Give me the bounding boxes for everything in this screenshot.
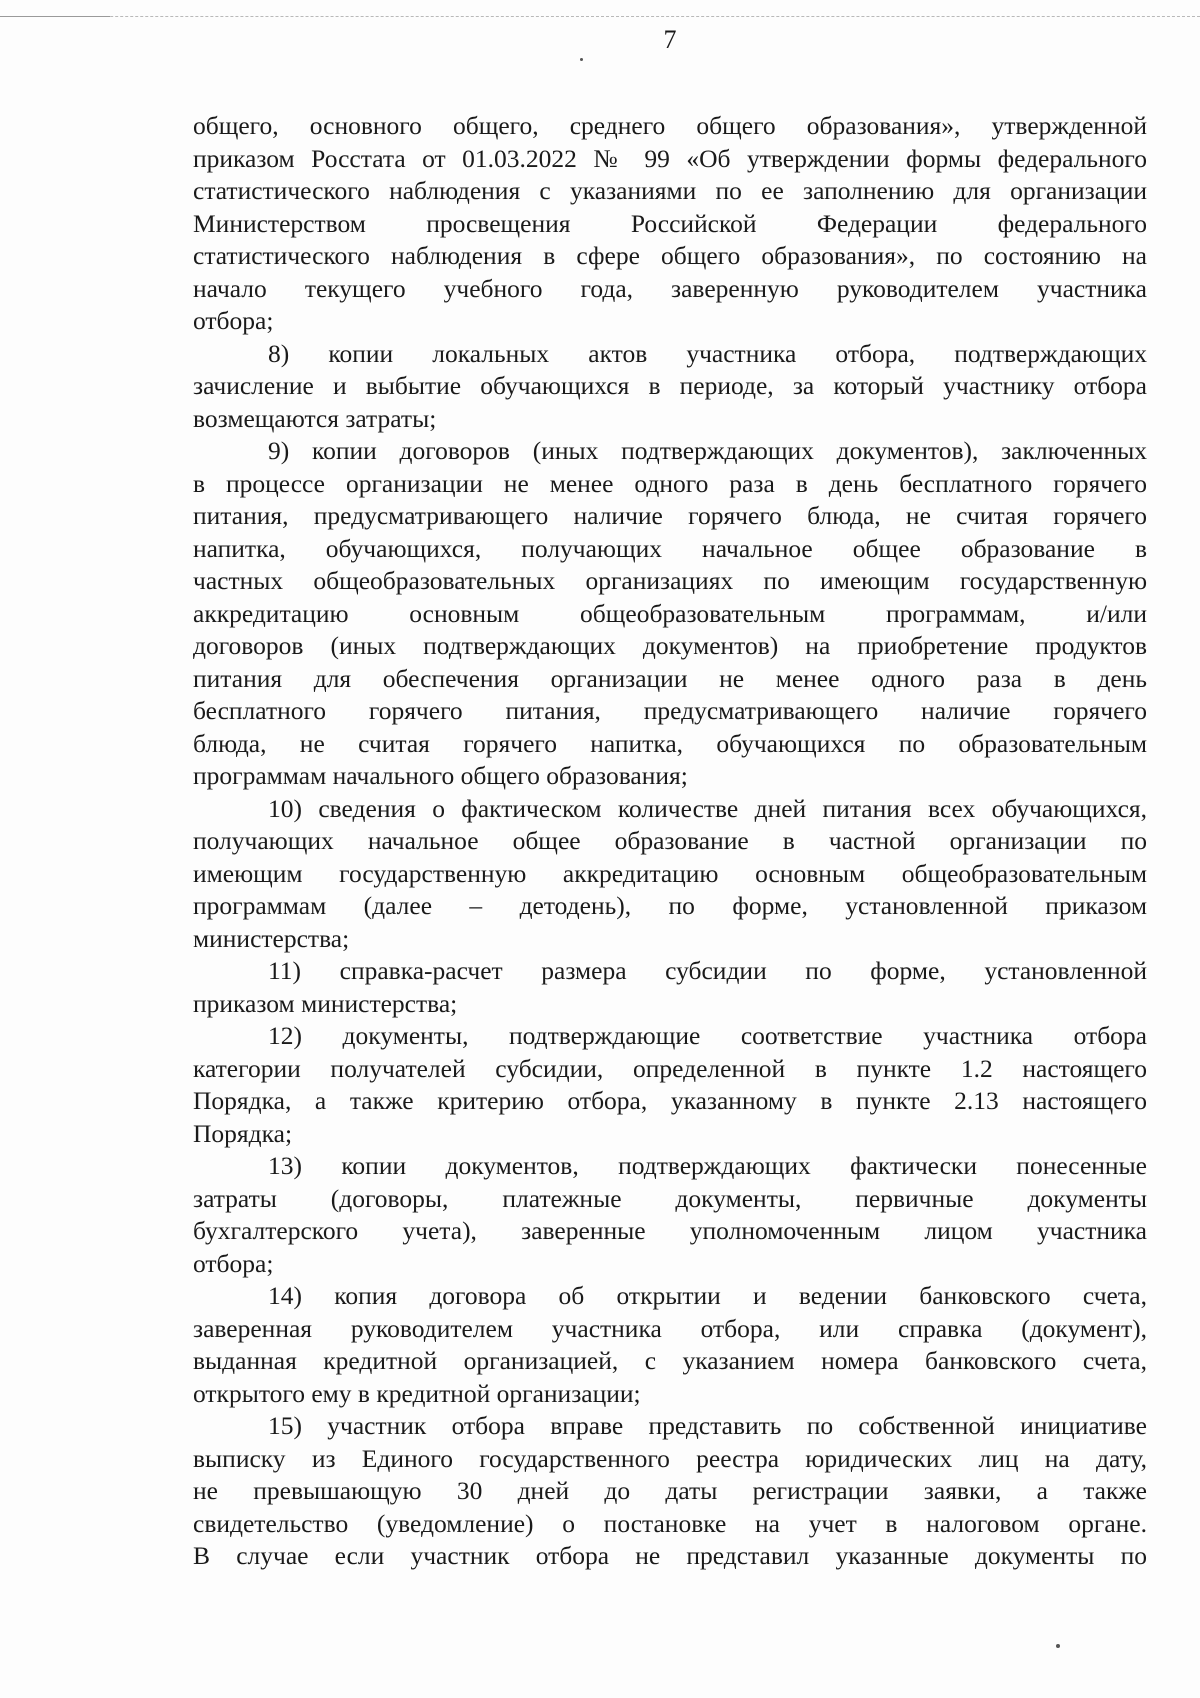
scan-edge-left-mark xyxy=(0,16,110,17)
text-line: отбора; xyxy=(193,306,274,335)
paragraph xyxy=(193,1410,1147,1573)
text-line: 10) сведения о фактическом количестве дней питания всех обучающихся, xyxy=(268,793,1147,823)
text-line: программам начального общего образования; xyxy=(193,761,688,790)
text-line: 11) справка-расчет размера субсидии по форме, установленной xyxy=(268,956,1147,985)
text-line: зачисление и выбытие обучающихся в периоде, за который участнику отбора xyxy=(193,371,1147,400)
text-line: Порядка; xyxy=(193,1118,293,1148)
text-line: приказом министерства; xyxy=(193,988,458,1018)
text-line: затраты (договоры, платежные документы, первичные документы xyxy=(193,1183,1147,1213)
text-line: статистического наблюдения в сфере общего образования», по состоянию на xyxy=(193,241,1147,270)
text-line: 8) копии локальных актов участника отбора, подтверждающих xyxy=(268,338,1147,368)
text-line: заверенная руководителем участника отбора, или справка (документ), xyxy=(193,1313,1147,1343)
text-line: напитка, обучающихся, получающих начальное общее образование в xyxy=(193,533,1147,563)
text-line: возмещаются затраты; xyxy=(193,403,437,433)
page-number: 7 xyxy=(663,25,677,54)
text-line: Министерством просвещения Российской Федерации федерального xyxy=(193,208,1147,238)
text-line: 15) участник отбора вправе представить по собственной инициативе xyxy=(268,1411,1147,1440)
text-line: выданная кредитной организацией, с указанием номера банковского счета, xyxy=(193,1346,1147,1375)
text-line: имеющим государственную аккредитацию основным общеобразовательным xyxy=(193,858,1147,888)
text-line: общего, основного общего, среднего общего образования», утвержденной xyxy=(193,111,1147,140)
text-line: договоров (иных подтверждающих документов) на приобретение продуктов xyxy=(193,631,1147,660)
text-line: 13) копии документов, подтверждающих фактически понесенные xyxy=(268,1151,1147,1180)
scan-speck xyxy=(580,58,583,61)
paragraph xyxy=(193,435,1147,793)
text-line: в процессе организации не менее одного раза в день бесплатного горячего xyxy=(193,468,1147,498)
text-line: открытого ему в кредитной организации; xyxy=(193,1378,641,1408)
text-line: 9) копии договоров (иных подтверждающих документов), заключенных xyxy=(268,436,1147,465)
text-line: питания для обеспечения организации не менее одного раза в день xyxy=(193,663,1147,693)
text-line: частных общеобразовательных организациях по имеющим государственную xyxy=(193,566,1147,595)
text-line: программам (далее – детодень), по форме, установленной приказом xyxy=(193,891,1147,920)
scan-edge-top xyxy=(0,16,1200,17)
paragraph xyxy=(193,110,1147,338)
paragraph xyxy=(193,1150,1147,1280)
text-line: отбора; xyxy=(193,1248,274,1278)
text-line: В случае если участник отбора не представил указанные документы по xyxy=(193,1541,1147,1570)
text-line: аккредитацию основным общеобразовательным программам, и/или xyxy=(193,598,1147,628)
paragraph xyxy=(193,1020,1147,1150)
paragraph xyxy=(193,955,1147,1020)
text-line: министерства; xyxy=(193,923,350,953)
text-line: свидетельство (уведомление) о постановке на учет в налоговом органе. xyxy=(193,1508,1147,1538)
paragraph xyxy=(193,793,1147,956)
text-line: категории получателей субсидии, определенной в пункте 1.2 настоящего xyxy=(193,1053,1147,1083)
text-line: питания, предусматривающего наличие горячего блюда, не считая горячего xyxy=(193,501,1147,530)
text-line: выписку из Единого государственного реестра юридических лиц на дату, xyxy=(193,1443,1147,1473)
text-line: 12) документы, подтверждающие соответствие участника отбора xyxy=(268,1021,1147,1050)
text-line: приказом Росстата от 01.03.2022 № 99 «Об утверждении формы федерального xyxy=(193,143,1147,173)
text-line: Порядка, а также критерию отбора, указанному в пункте 2.13 настоящего xyxy=(193,1086,1147,1115)
text-line: получающих начальное общее образование в частной организации по xyxy=(193,826,1147,855)
text-line: 14) копия договора об открытии и ведении банковского счета, xyxy=(268,1281,1147,1310)
scan-speck xyxy=(1056,1644,1060,1648)
text-line: блюда, не считая горячего напитка, обучающихся по образовательным xyxy=(193,728,1147,758)
paragraph xyxy=(193,1280,1147,1410)
text-line: бухгалтерского учета), заверенные уполномоченным лицом участника xyxy=(193,1216,1147,1245)
text-line: бесплатного горячего питания, предусматривающего наличие горячего xyxy=(193,696,1147,725)
text-line: начало текущего учебного года, заверенную руководителем участника xyxy=(193,273,1147,303)
text-line: не превышающую 30 дней до даты регистрации заявки, а также xyxy=(193,1476,1147,1505)
document-body xyxy=(193,110,1147,1573)
paragraph xyxy=(193,338,1147,436)
text-line: статистического наблюдения с указаниями по ее заполнению для организации xyxy=(193,176,1147,205)
